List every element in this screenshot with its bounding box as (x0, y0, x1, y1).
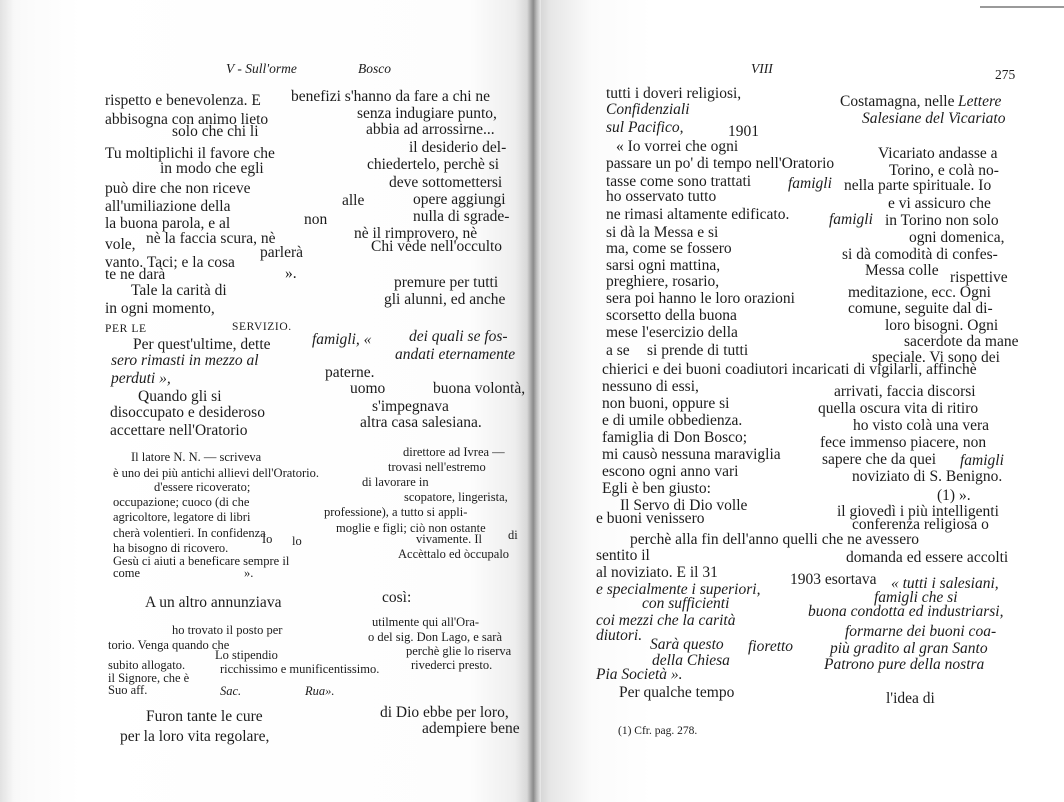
letter-line: Sac. (220, 684, 242, 698)
text-line: il giovedì i più intelligenti (837, 503, 999, 520)
text-line: a se (606, 342, 630, 359)
text-line: perchè alla fin dell'anno quelli che ne avessero (630, 531, 919, 548)
text-line: 1903 esortava (790, 571, 877, 588)
text-line: Messa colle (865, 262, 939, 279)
text-line: ne rimasi altamente edificato. (606, 206, 790, 223)
text-line: rispetto e benevolenza. E (105, 92, 261, 109)
text-line: perduti », (111, 370, 171, 387)
text-line: premure per tutti (394, 274, 499, 291)
letter-line: cherà volentieri. In confidenza (113, 526, 266, 540)
text-line: parlerà (260, 244, 304, 261)
text-line: famiglia di Don Bosco; (602, 429, 748, 446)
text-line: per la loro vita regolare, (120, 728, 270, 745)
text-line: sero rimasti in mezzo al (111, 352, 259, 369)
letter-line: direttore ad Ivrea — (403, 445, 505, 459)
text-line: Il Servo di Dio volle (620, 497, 748, 514)
text-line: SERVIZIO. (232, 321, 292, 333)
text-line: diutori. (596, 627, 643, 644)
book-gutter (527, 0, 541, 802)
text-line: escono ogni anno vari (602, 463, 739, 480)
text-line: si dà la Messa e si (606, 224, 719, 241)
text-line: sapere che da quei (822, 451, 937, 468)
text-line: con sufficienti (642, 595, 730, 612)
letter-line: Il latore N. N. — scriveva (131, 450, 262, 464)
letter-line: Lo stipendio (215, 648, 278, 662)
text-line: s'impegnava (372, 398, 449, 415)
text-line: nè la faccia scura, nè (146, 230, 276, 247)
text-line: e specialmente i superiori, (596, 581, 761, 598)
letter-line: agricoltore, legatore di libri (113, 510, 251, 524)
text-line: andati eternamente (395, 346, 516, 363)
text-line: alle (342, 192, 365, 209)
text-line: altra casa salesiana. (360, 414, 482, 431)
text-line: fece immenso piacere, non (820, 434, 987, 451)
text-line: Vicariato andasse a (878, 145, 998, 162)
text-line: Tale la carità di (131, 282, 227, 299)
footnote: (1) Cfr. pag. 278. (618, 725, 698, 737)
letter-line: ho trovato il posto per (172, 623, 283, 637)
text-line: sarsi ogni mattina, (606, 257, 721, 274)
text-line: la buona parola, e al (105, 215, 231, 232)
text-line: domanda ed essere accolti (846, 549, 1009, 566)
letter-line: di (508, 528, 518, 542)
text-line: della Chiesa (652, 652, 730, 669)
left-running-head-right: Bosco (358, 61, 391, 76)
text-line: e di umile obbedienza. (602, 412, 743, 429)
text-line: passare un po' di tempo nell'Oratorio (606, 155, 835, 172)
text-line: Salesiane del Vicariato (862, 110, 1006, 127)
text-line: ogni domenica, (909, 229, 1005, 246)
text-line: abbisogna con animo lieto (105, 111, 269, 128)
text-line: Egli è ben giusto: (602, 480, 711, 497)
text-line: di Dio ebbe per loro, (380, 704, 509, 721)
text-line: preghiere, rosario, (606, 273, 720, 290)
text-line: famigli, « (312, 331, 372, 348)
text-line: all'umiliazione della (105, 198, 231, 215)
top-edge-line (980, 6, 1064, 8)
text-line: Costamagna, nelle (840, 93, 955, 110)
text-line: chiedertelo, perchè si (367, 156, 500, 173)
text-line: in modo che egli (160, 160, 264, 177)
text-line: arrivati, faccia discorsi (834, 383, 976, 400)
text-line: si prende di tutti (647, 342, 749, 359)
text-line: solo che chi li (172, 123, 259, 140)
text-line: abbia ad arrossirne... (366, 121, 495, 138)
text-line: meditazione, ecc. Ogni (848, 284, 991, 301)
letter-line: subito allogato. (108, 658, 186, 672)
text-line: ma, come se fossero (606, 240, 732, 257)
text-line: buona volontà, (433, 380, 526, 397)
text-line: e buoni venissero (596, 510, 705, 527)
text-line: nè il rimprovero, nè (354, 225, 478, 242)
text-line: Torino, e colà no- (889, 162, 999, 179)
left-page-edge (0, 0, 14, 802)
text-line: « Io vorrei che ogni (616, 138, 739, 155)
text-line: Furon tante le cure (146, 708, 263, 725)
letter-line: di lavorare in (362, 475, 429, 489)
text-line: speciale. Vi sono dei (872, 349, 1000, 366)
text-line: loro bisogni. Ogni (885, 317, 999, 334)
text-line: tasse come sono trattati (606, 173, 752, 190)
text-line: Per qualche tempo (619, 684, 735, 701)
text-line: accettare nell'Oratorio (110, 422, 248, 439)
text-line: formarne dei buoni coa- (845, 623, 997, 640)
text-line: conferenza religiosa o (852, 516, 989, 533)
letter-line: d'essere ricoverato; (154, 480, 251, 494)
text-line: uomo (350, 380, 386, 397)
letter-line: il Signore, che è (108, 671, 190, 685)
text-line: Lettere (958, 93, 1002, 110)
text-line: e vi assicuro che (888, 195, 991, 212)
text-line: famigli (788, 175, 832, 192)
text-line: non buoni, oppure si (602, 395, 730, 412)
text-line: paterne. (325, 364, 375, 381)
text-line: in ogni momento, (105, 300, 215, 317)
letter-line: moglie e figli; ciò non ostante (336, 521, 486, 535)
right-running-head: VIII (751, 61, 773, 76)
letter-line: torio. Venga quando che (108, 638, 230, 652)
text-line: deve sottomettersi (389, 174, 503, 191)
text-line: rispettive (950, 269, 1008, 286)
text-line: A un altro annunziava (145, 594, 282, 611)
text-line: così: (382, 589, 412, 606)
text-line: scorsetto della buona (606, 307, 737, 324)
text-line: nella parte spirituale. Io (844, 177, 992, 194)
text-line: disoccupato e desideroso (110, 404, 265, 421)
text-line: mese l'esercizio della (606, 324, 738, 341)
letter-line: lo (292, 534, 302, 548)
letter-line: ». (244, 566, 254, 580)
text-line: Per quest'ultime, dette (133, 336, 271, 353)
letter-line: Accèttalo ed òccupalo (398, 547, 510, 561)
text-line: nulla di sgrade- (413, 208, 510, 225)
text-line: vanto. Taci; e la cosa (105, 254, 235, 271)
text-line: te ne darà (105, 266, 166, 283)
letter-line: Rua». (305, 684, 335, 698)
text-line: coi mezzi che la carità (596, 612, 736, 629)
text-line: l'idea di (886, 690, 935, 707)
text-line: Sarà questo (650, 636, 724, 653)
text-line: famigli che si (874, 589, 958, 606)
text-line: chierici e dei buoni coadiutori incaricati di vigilarli, affinchè (602, 361, 977, 378)
text-line: non (304, 211, 328, 228)
letter-line: Suo aff. (108, 683, 148, 697)
text-line: nessuno di essi, (602, 378, 699, 395)
letter-line: professione), a tutto si appli- (324, 505, 468, 519)
text-line: ho visto colà una vera (853, 417, 990, 434)
page-number: 275 (995, 67, 1016, 82)
text-line: « tutti i salesiani, (891, 575, 999, 592)
letter-line: trovasi nell'estremo (388, 460, 486, 474)
text-line: Quando gli si (138, 388, 222, 405)
letter-line: è uno dei più antichi allievi dell'Oratorio. (113, 466, 320, 480)
text-line: adempiere bene (422, 720, 520, 737)
text-line: sul Pacifico, (606, 119, 684, 136)
text-line: noviziato di S. Benigno. (852, 468, 1003, 485)
letter-line: scopatore, lingerista, (404, 490, 508, 504)
text-line: senza indugiare punto, (357, 105, 497, 122)
letter-line: utilmente qui all'Ora- (372, 615, 480, 629)
text-line: Chi vede nell'occulto (371, 238, 503, 255)
text-line: tutti i doveri religiosi, (606, 85, 742, 102)
text-line: ho osservato tutto (606, 188, 717, 205)
text-line: può dire che non riceve (105, 180, 251, 197)
text-line: famigli (960, 452, 1004, 469)
text-line: al noviziato. E il 31 (596, 564, 718, 581)
text-line: Pia Società ». (596, 666, 683, 683)
text-line: fioretto (748, 638, 794, 655)
text-line: (1) ». (937, 487, 971, 504)
text-line: benefizi s'hanno da fare a chi ne (291, 88, 491, 105)
text-line: Confidenziali (606, 101, 690, 118)
text-line: più gradito al gran Santo (830, 640, 988, 657)
text-line: famigli (829, 211, 873, 228)
text-line: 1901 (728, 123, 759, 140)
text-line: vole, (105, 236, 136, 253)
letter-line: occupazione; cuoco (di che (113, 495, 250, 509)
text-line: quella oscura vita di ritiro (818, 400, 979, 417)
text-line: il desiderio del- (409, 139, 507, 156)
letter-line: ha bisogno di ricovero. (113, 541, 229, 555)
letter-line: ricchissimo e munificentissimo. (220, 662, 380, 676)
letter-line: o del sig. Don Lago, e sarà (368, 630, 502, 644)
text-line: opere aggiungi (413, 191, 506, 208)
text-line: gli alunni, ed anche (384, 291, 506, 308)
text-line: in Torino non solo (885, 212, 999, 229)
letter-line: vivamente. Il (416, 532, 482, 546)
text-line: dei quali se fos- (409, 328, 508, 345)
letter-line: Io (262, 532, 273, 546)
text-line: sentito il (596, 547, 650, 564)
text-line: mi causò nessuna maraviglia (602, 446, 781, 463)
text-line: Patrono pure della nostra (824, 656, 985, 673)
text-line: ». (285, 265, 297, 282)
text-line: comune, seguite dal di- (848, 300, 993, 317)
text-line: PER LE (105, 323, 147, 335)
right-page (532, 0, 1064, 802)
text-line: sera poi hanno le loro orazioni (606, 290, 795, 307)
letter-line: perchè glie lo riserva (406, 644, 512, 658)
left-running-head: V - Sull'orme (226, 61, 297, 76)
letter-line: Gesù ci aiuti a beneficare sempre il (113, 554, 290, 568)
text-line: sacerdote da mane (904, 333, 1019, 350)
letter-line: rivederci presto. (411, 658, 493, 672)
text-line: si dà comodità di confes- (842, 246, 998, 263)
letter-line: come (113, 566, 141, 580)
text-line: buona condotta ed industriarsi, (808, 603, 1004, 620)
text-line: Tu moltiplichi il favore che (105, 145, 275, 162)
